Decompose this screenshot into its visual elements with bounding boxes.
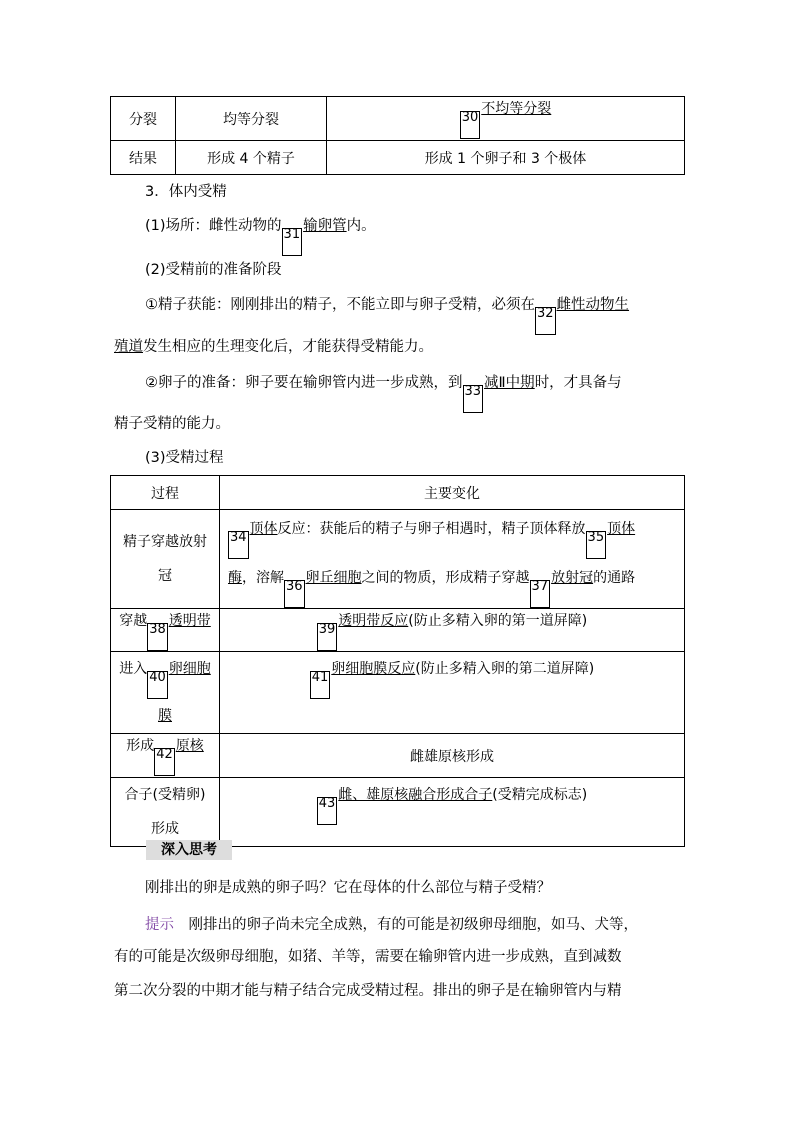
process-zona: 穿越38透明带: [111, 609, 220, 652]
paragraph-capacitation: ①精子获能：刚刚排出的精子，不能立即与卵子受精，必须在32雌性动物生: [145, 293, 629, 335]
sperm-division: 均等分裂: [176, 97, 327, 141]
egg-result: 形成 1 个卵子和 3 个极体: [327, 141, 685, 175]
answer-text: 不均等分裂: [481, 101, 552, 117]
hint-line-2: 有的可能是次级卵母细胞，如猪、羊等，需要在输卵管内进一步成熟，直到减数: [114, 949, 622, 965]
hint-line-3: 第二次分裂的中期才能与精子结合完成受精过程。排出的卵子是在输卵管内与精: [114, 983, 622, 999]
sperm-result: 形成 4 个精子: [176, 141, 327, 175]
change-corona: 34顶体反应：获能后的精子与卵子相遇时，精子顶体释放35顶体 酶，溶解36卵丘细胞之间的物质，形成精子穿越37放射冠的通路: [220, 510, 685, 609]
change-membrane: 41卵细胞膜反应(防止多精入卵的第二道屏障): [220, 652, 685, 734]
row-label-division: 分裂: [111, 97, 176, 141]
paragraph-process: (3)受精过程: [145, 450, 224, 466]
change-zona: 39透明带反应(防止多精入卵的第一道屏障): [220, 609, 685, 652]
process-zygote: 合子(受精卵) 形成: [111, 778, 220, 847]
paragraph-egg-prep: ②卵子的准备：卵子要在输卵管内进一步成熟，到33减Ⅱ中期时，才具备与: [145, 371, 622, 413]
process-membrane: 进入40卵细胞 膜: [111, 652, 220, 734]
division-table: [110, 96, 685, 175]
think-badge: 深入思考: [146, 840, 232, 860]
process-corona: 精子穿越放射 冠: [111, 510, 220, 609]
header-change: 主要变化: [220, 476, 685, 510]
egg-division: [327, 97, 685, 141]
paragraph-prep: (2)受精前的准备阶段: [145, 262, 282, 278]
row-label-result: 结果: [111, 141, 176, 175]
process-pronucleus: 形成42原核: [111, 734, 220, 778]
hint-label: 提示: [145, 917, 174, 933]
think-question: 刚排出的卵是成熟的卵子吗？它在母体的什么部位与精子受精？: [145, 880, 551, 896]
paragraph-capacitation-cont: 殖道发生相应的生理变化后，才能获得受精能力。: [114, 339, 433, 355]
paragraph-site: (1)场所：雌性动物的31输卵管内。: [145, 214, 376, 256]
header-process: 过程: [111, 476, 220, 510]
answer-number: 30: [460, 111, 481, 139]
hint-line-1: 提示 刚排出的卵子尚未完全成熟，有的可能是初级卵母细胞，如马、犬等，: [145, 917, 638, 933]
paragraph-egg-prep-cont: 精子受精的能力。: [114, 416, 230, 432]
change-zygote: 43雌、雄原核融合形成合子(受精完成标志): [220, 778, 685, 847]
fertilization-table: [110, 475, 685, 847]
change-pronucleus: 雌雄原核形成: [220, 734, 685, 778]
section-title: 3．体内受精: [145, 184, 227, 200]
